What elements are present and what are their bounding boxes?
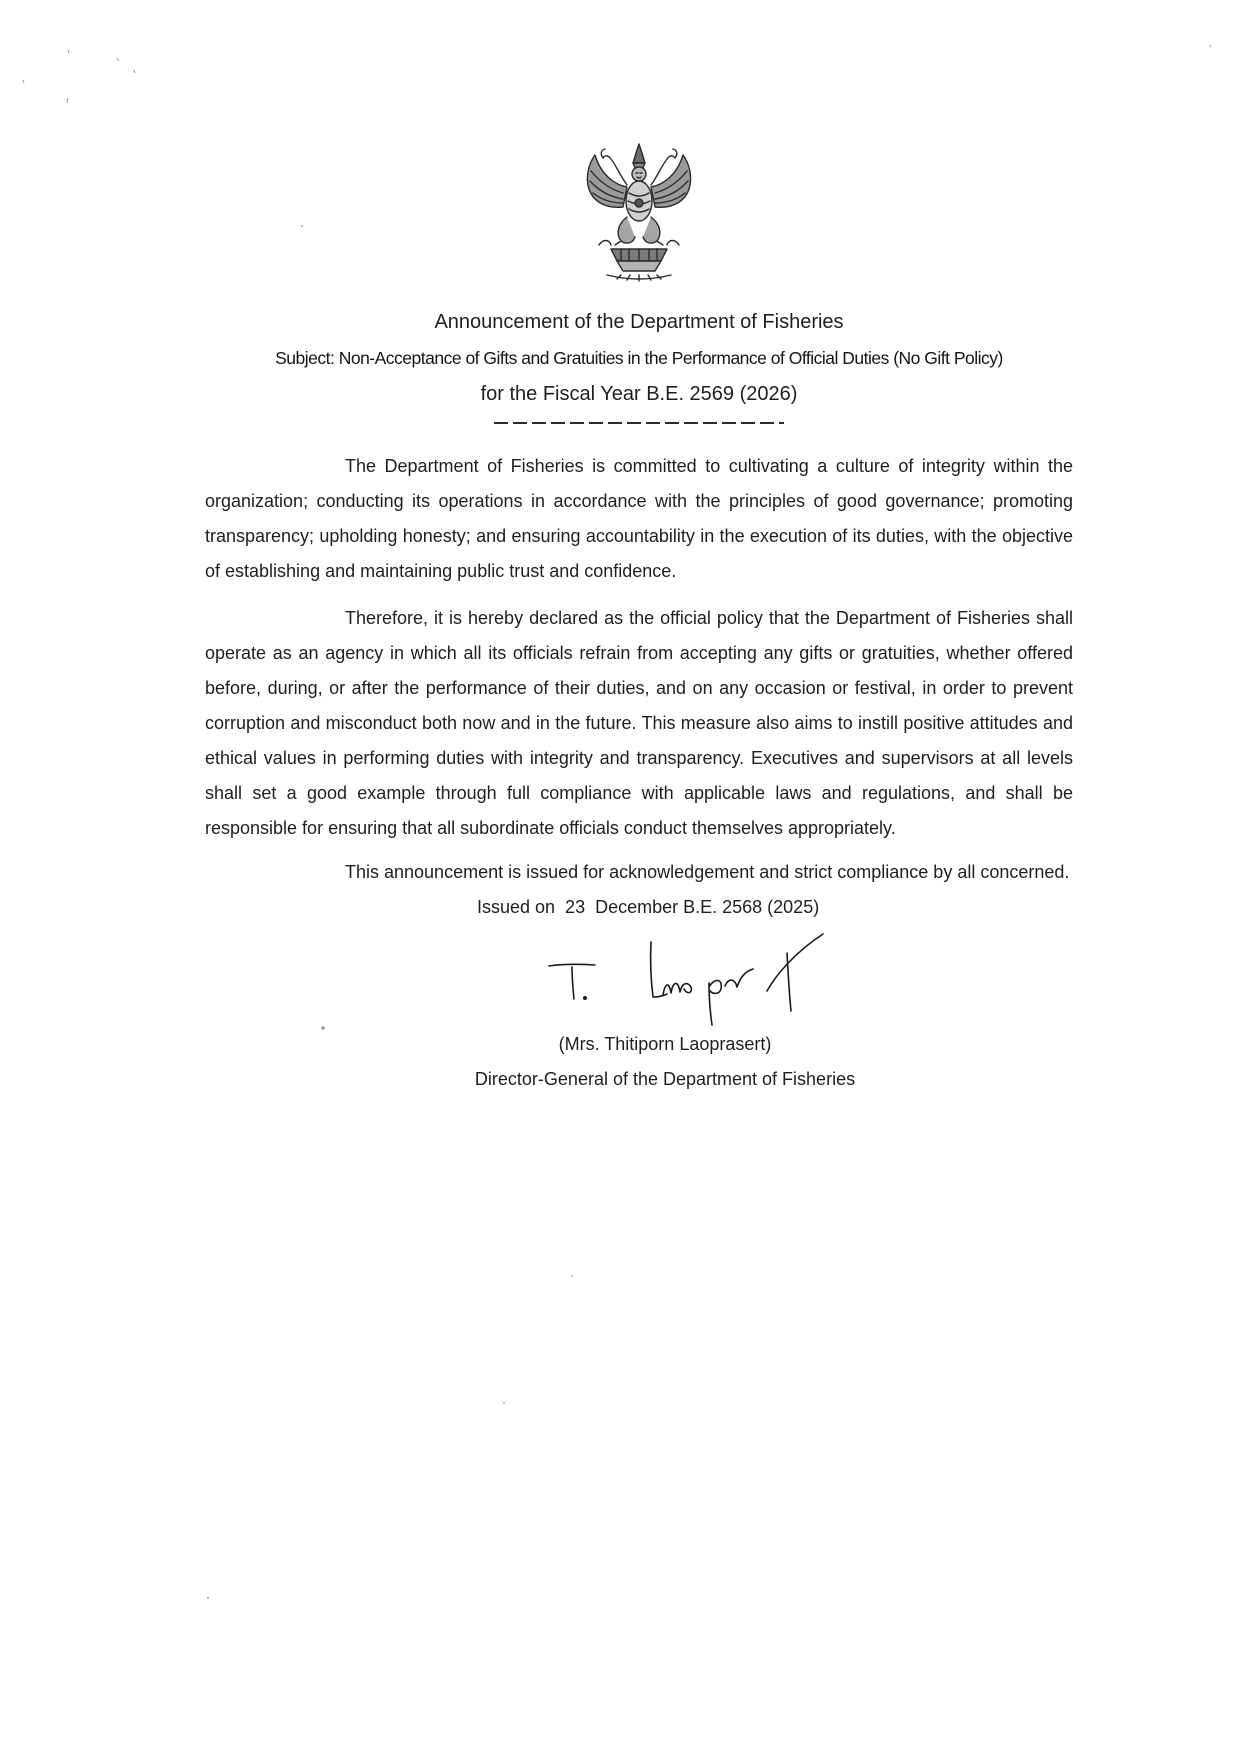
paragraph-compliance: This announcement is issued for acknowledgement and strict compliance by all concerned. [345,862,1070,882]
paragraph-policy: Therefore, it is hereby declared as the official policy that the Department of Fisheries shall operate as an agency in which all its officials refrain from accepting any gifts or gratuities, whether offered before, during, or after the performance of their duties, and on any occasion or festival, in order to prevent corruption and misconduct both now and in the future. This measure also aims to instill positive attitudes and ethical values in performing duties with integrity and transparency. Executives and supervisors at all levels shall set a good example through full compliance with applicable laws and regulations, and shall be responsible for ensuring that all subordinate officials conduct themselves appropriately. [205,608,1073,838]
signatory-block [435,1027,895,1097]
announcement-subject: Subject: Non-Acceptance of Gifts and Gratuities in the Performance of Official Duties (No Gift Policy) [275,348,1003,368]
document-body [205,141,1073,1097]
announcement-heading [205,304,1073,412]
announcement-title: Announcement of the Department of Fisheries [434,311,844,333]
issued-date: Issued on 23 December B.E. 2568 (2025) [477,897,820,917]
signatory-position: Director-General of the Department of Fisheries [474,1069,856,1089]
paragraph-commitment: The Department of Fisheries is committed to cultivating a culture of integrity within the organization; conducting its operations in accordance with the principles of good governance; promoting transparency; upholding honesty; and ensuring accountability in the execution of its duties, with the objective of establishing and maintaining public trust and confidence. [205,456,1073,581]
fiscal-year-line: for the Fiscal Year B.E. 2569 (2026) [480,383,798,405]
garuda-emblem-icon [577,141,701,282]
handwritten-signature-icon [541,931,831,1031]
dashed-separator [494,422,784,424]
signatory-name: (Mrs. Thitiporn Laoprasert) [558,1034,772,1054]
